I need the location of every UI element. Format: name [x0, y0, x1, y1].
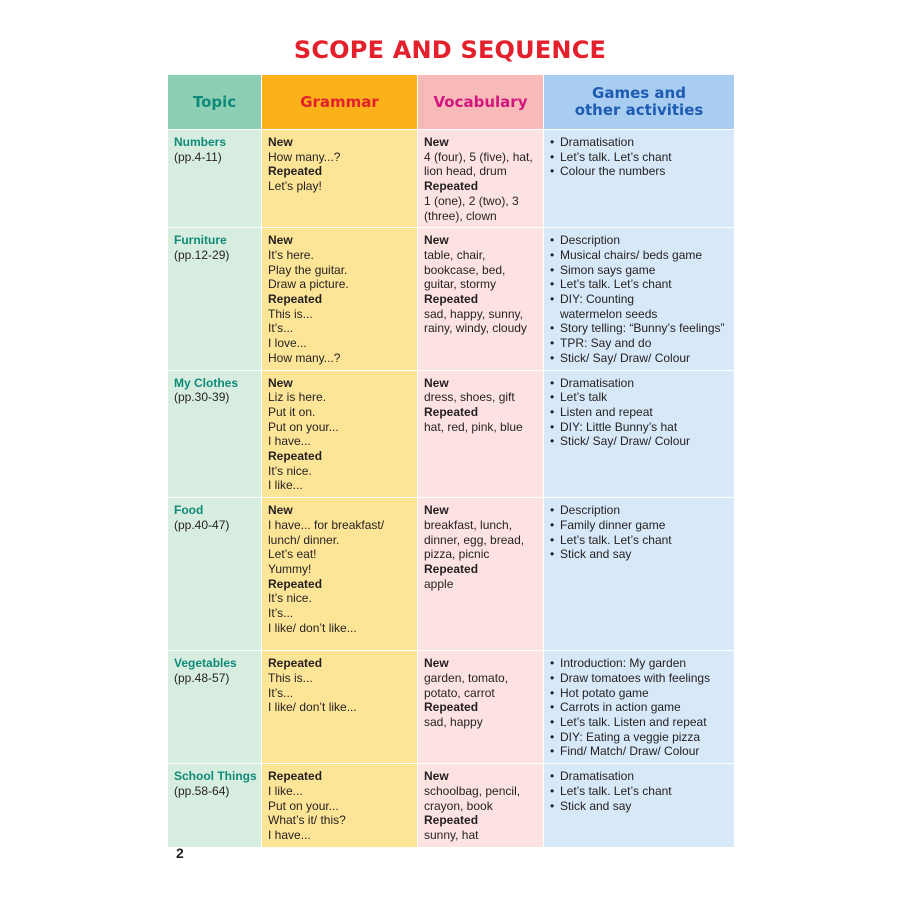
grammar-line: Put on your...	[268, 419, 339, 434]
activity-item: • Description	[550, 503, 730, 518]
topic-name: Vegetables	[174, 656, 237, 671]
activity-item: • Description	[550, 233, 730, 248]
repeated-label: Repeated	[268, 164, 323, 179]
vocabulary-line: potato, carrot	[424, 685, 495, 700]
page-title: SCOPE AND SEQUENCE	[293, 36, 607, 64]
activity-item: • Let’s talk. Listen and repeat	[550, 715, 730, 730]
repeated-label: Repeated	[424, 404, 479, 419]
topic-pages: (pp.40-47)	[174, 517, 230, 532]
activities-cell	[544, 498, 735, 651]
header-games	[544, 75, 735, 130]
topic-cell	[168, 228, 262, 370]
vocabulary-line: sad, happy, sunny,	[424, 306, 523, 321]
activity-item: • DIY: Eating a veggie pizza	[550, 730, 730, 745]
vocabulary-line: crayon, book	[424, 798, 493, 813]
activities-list	[550, 233, 730, 365]
grammar-line: I like/ don’t like...	[268, 700, 357, 715]
repeated-label: Repeated	[268, 656, 323, 671]
activity-item: • Dramatisation	[550, 135, 730, 150]
grammar-line: I like...	[268, 478, 303, 493]
grammar-line: It’s...	[268, 685, 294, 700]
grammar-cell	[262, 764, 418, 848]
new-label: New	[424, 503, 449, 518]
activities-cell	[544, 764, 735, 848]
grammar-line: What’s it/ this?	[268, 813, 346, 828]
grammar-line: Liz is here.	[268, 390, 327, 405]
topic-cell	[168, 498, 262, 651]
topic-name: Numbers	[174, 135, 227, 149]
repeated-label: Repeated	[268, 292, 323, 307]
vocabulary-cell	[418, 498, 544, 651]
vocabulary-line: table, chair,	[424, 247, 486, 262]
topic-pages: (pp.4-11)	[174, 149, 222, 164]
activity-item: • Stick/ Say/ Draw/ Colour	[550, 351, 730, 366]
grammar-line: I love...	[268, 336, 307, 351]
new-label: New	[268, 233, 293, 248]
activity-item: • Hot potato game	[550, 686, 730, 701]
vocabulary-line: 1 (one), 2 (two), 3	[424, 193, 519, 208]
vocabulary-line: schoolbag, pencil,	[424, 783, 521, 798]
activity-item: • Dramatisation	[550, 376, 730, 391]
table-row	[168, 370, 735, 498]
vocabulary-line: 4 (four), 5 (five), hat,	[424, 149, 533, 164]
activity-item: • DIY: Little Bunny’s hat	[550, 420, 730, 435]
new-label: New	[268, 503, 293, 518]
vocabulary-line: apple	[424, 576, 454, 591]
repeated-label: Repeated	[424, 179, 479, 194]
grammar-line: It’s...	[268, 321, 294, 336]
grammar-line: How many...?	[268, 350, 341, 365]
activity-item: • Let’s talk. Let’s chant	[550, 784, 730, 799]
new-label: New	[268, 135, 293, 149]
vocabulary-line: bookcase, bed,	[424, 262, 506, 277]
new-label: New	[424, 233, 449, 248]
activities-cell	[544, 370, 735, 498]
grammar-cell	[262, 651, 418, 764]
vocabulary-cell	[418, 130, 544, 228]
new-label: New	[424, 656, 449, 671]
topic-name: My Clothes	[174, 375, 239, 390]
activity-item: • Dramatisation	[550, 769, 730, 784]
activity-continuation: watermelon seeds	[560, 306, 658, 321]
activity-item: • Colour the numbers	[550, 164, 730, 179]
activities-cell	[544, 228, 735, 370]
grammar-line: Put on your...	[268, 798, 339, 813]
activity-item: • Carrots in action game	[550, 700, 730, 715]
page-number: 2	[176, 845, 184, 861]
grammar-line: Draw a picture.	[268, 277, 349, 292]
header-topic: Topic	[168, 75, 262, 130]
topic-name: Food	[174, 503, 204, 518]
grammar-line: How many...?	[268, 149, 341, 164]
scope-sequence-table	[167, 74, 735, 848]
table-row	[168, 498, 735, 651]
activity-item: • Find/ Match/ Draw/ Colour	[550, 744, 730, 759]
grammar-line: This is...	[268, 670, 313, 685]
repeated-label: Repeated	[268, 576, 323, 591]
repeated-label: Repeated	[268, 769, 323, 784]
topic-cell	[168, 764, 262, 848]
activity-item: • Draw tomatoes with feelings	[550, 671, 730, 686]
table-row	[168, 130, 735, 228]
topic-cell	[168, 651, 262, 764]
repeated-label: Repeated	[424, 700, 479, 715]
topic-cell	[168, 370, 262, 498]
grammar-cell	[262, 498, 418, 651]
grammar-line: Put it on.	[268, 404, 316, 419]
table-row	[168, 228, 735, 370]
activity-item: • Introduction: My garden	[550, 656, 730, 671]
new-label: New	[424, 375, 449, 390]
grammar-line: It’s...	[268, 606, 294, 621]
grammar-line: This is...	[268, 306, 313, 321]
vocabulary-cell	[418, 651, 544, 764]
activity-item: • Family dinner game	[550, 518, 730, 533]
topic-name: Furniture	[174, 233, 227, 248]
activities-list	[550, 656, 730, 759]
vocabulary-cell	[418, 370, 544, 498]
grammar-cell	[262, 370, 418, 498]
header-row	[168, 75, 735, 130]
activity-item: • Let’s talk. Let’s chant	[550, 533, 730, 548]
grammar-line: I like/ don’t like...	[268, 620, 357, 635]
topic-name: School Things	[174, 769, 257, 784]
repeated-label: Repeated	[424, 813, 479, 828]
grammar-line: Yummy!	[268, 561, 312, 576]
grammar-line: It’s here.	[268, 247, 314, 262]
activity-item: • Let’s talk	[550, 390, 730, 405]
grammar-line: I have...	[268, 434, 311, 449]
activities-list	[550, 135, 730, 179]
repeated-label: Repeated	[424, 292, 479, 307]
activity-item: • Stick and say	[550, 799, 730, 814]
activity-item: • Let’s talk. Let’s chant	[550, 277, 730, 292]
grammar-line: It’s nice.	[268, 591, 312, 606]
vocabulary-cell	[418, 228, 544, 370]
vocabulary-line: (three), clown	[424, 208, 497, 223]
grammar-line: lunch/ dinner.	[268, 532, 340, 547]
activity-item: • Stick and say	[550, 547, 730, 562]
activities-cell	[544, 651, 735, 764]
grammar-line: Play the guitar.	[268, 262, 348, 277]
header-games-line2: other activities	[574, 101, 704, 119]
grammar-line: Let’s play!	[268, 179, 322, 194]
grammar-line: Let’s eat!	[268, 547, 317, 562]
activity-item: • Story telling: “Bunny’s feelings”	[550, 321, 730, 336]
grammar-cell	[262, 130, 418, 228]
header-grammar: Grammar	[262, 75, 418, 130]
vocabulary-cell	[418, 764, 544, 848]
table-row	[168, 651, 735, 764]
vocabulary-line: garden, tomato,	[424, 670, 509, 685]
activity-item: • Let’s talk. Let’s chant	[550, 150, 730, 165]
activity-item: • Stick/ Say/ Draw/ Colour	[550, 434, 730, 449]
topic-cell	[168, 130, 262, 228]
activity-item: • Musical chairs/ beds game	[550, 248, 730, 263]
activities-list	[550, 769, 730, 813]
new-label: New	[268, 375, 293, 390]
grammar-line: I have... for breakfast/	[268, 517, 385, 532]
header-games-line1: Games and	[592, 84, 686, 102]
vocabulary-line: dinner, egg, bread,	[424, 532, 525, 547]
vocabulary-line: breakfast, lunch,	[424, 517, 513, 532]
vocabulary-line: dress, shoes, gift	[424, 390, 515, 405]
activity-item: • TPR: Say and do	[550, 336, 730, 351]
topic-pages: (pp.48-57)	[174, 670, 230, 685]
table-row	[168, 764, 735, 848]
grammar-line: It’s nice.	[268, 463, 312, 478]
vocabulary-line: pizza, picnic	[424, 547, 490, 562]
topic-pages: (pp.58-64)	[174, 783, 230, 798]
activity-item: • Listen and repeat	[550, 405, 730, 420]
vocabulary-line: guitar, stormy	[424, 277, 497, 292]
repeated-label: Repeated	[424, 561, 479, 576]
activity-item: • DIY: Counting	[550, 292, 730, 307]
vocabulary-line: hat, red, pink, blue	[424, 419, 523, 434]
new-label: New	[424, 135, 449, 149]
activities-list	[550, 376, 730, 450]
header-vocabulary: Vocabulary	[418, 75, 544, 130]
vocabulary-line: sad, happy	[424, 714, 483, 729]
repeated-label: Repeated	[268, 449, 323, 464]
grammar-cell	[262, 228, 418, 370]
grammar-line: I like...	[268, 783, 303, 798]
activities-cell	[544, 130, 735, 228]
vocabulary-line: rainy, windy, cloudy	[424, 321, 527, 336]
grammar-line: I have...	[268, 827, 311, 842]
new-label: New	[424, 769, 449, 784]
topic-pages: (pp.30-39)	[174, 390, 230, 405]
vocabulary-line: sunny, hat	[424, 827, 479, 842]
activity-item: • Simon says game	[550, 263, 730, 278]
vocabulary-line: lion head, drum	[424, 164, 507, 179]
topic-pages: (pp.12-29)	[174, 247, 230, 262]
activities-list	[550, 503, 730, 562]
